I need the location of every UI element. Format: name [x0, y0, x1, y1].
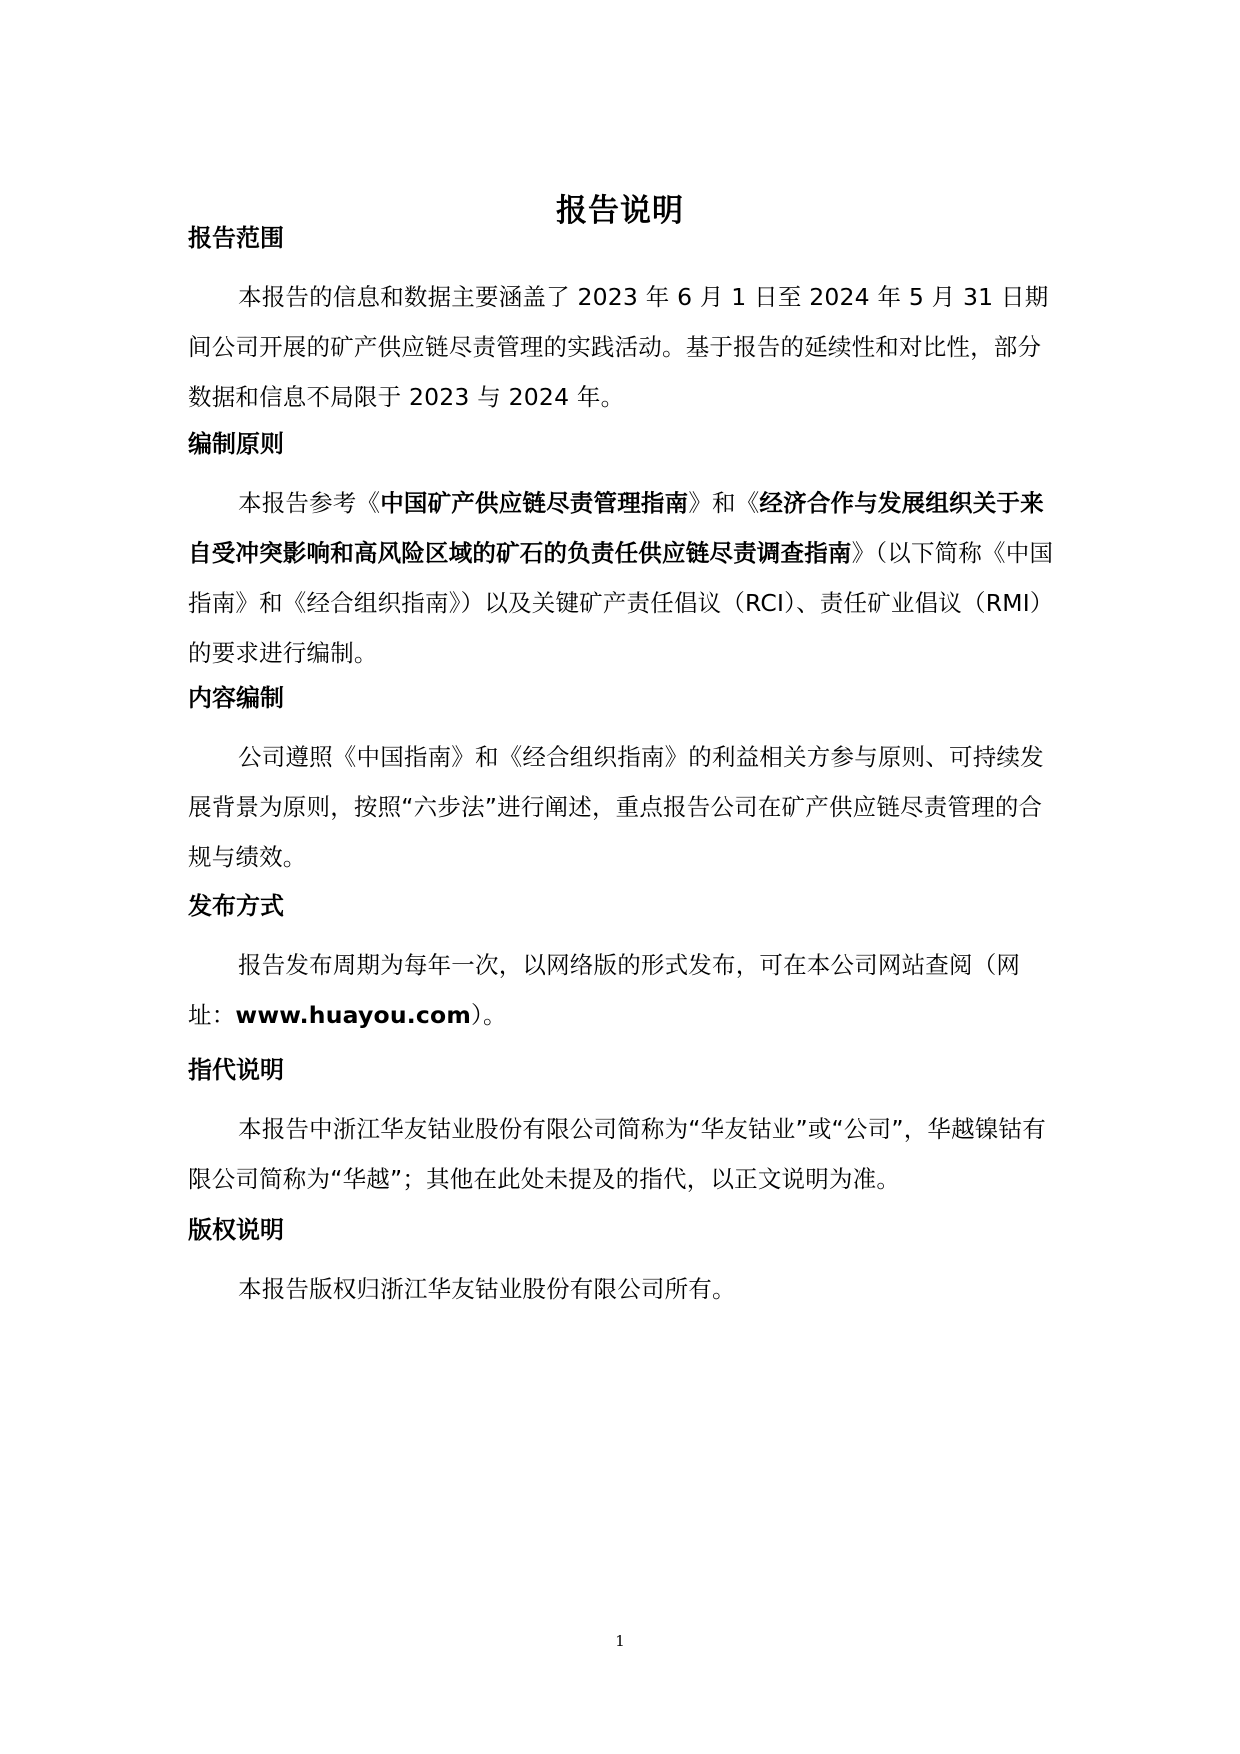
guideline-title-china: 中国矿产供应链尽责管理指南	[380, 489, 689, 517]
section-paragraph-principles	[188, 478, 1058, 678]
section-heading-references: 指代说明	[188, 1056, 284, 1084]
text-segment: 》和《	[688, 489, 760, 517]
guideline-title-oecd: 经济合作与发展组织关于来自受冲突影响和高风险区域的矿石的负责任供应链尽责调查指南	[188, 489, 1044, 567]
section-heading-publication: 发布方式	[188, 892, 284, 920]
section-paragraph-scope: 本报告的信息和数据主要涵盖了 2023 年 6 月 1 日至 2024 年 5 月 31 日期间公司开展的矿产供应链尽责管理的实践活动。基于报告的延续性和对比性，部分数据和信息不局限于 2023 与 2024 年。	[188, 283, 1049, 411]
website-link[interactable]: www.huayou.com	[235, 1001, 472, 1029]
text-segment: 》（以下简称《中国指南》和《经合组织指南》）以及关键矿产责任倡议（RCI）、责任矿业倡议（RMI）的要求进行编制。	[188, 539, 1054, 667]
section-heading-copyright: 版权说明	[188, 1216, 284, 1244]
text-segment: 报告发布周期为每年一次，以网络版的形式发布，可在本公司网站查阅（网址：	[188, 951, 1021, 1029]
text-segment: 本报告参考《	[238, 489, 381, 517]
section-heading-scope: 报告范围	[188, 224, 284, 252]
page-number: 1	[615, 1632, 625, 1650]
page-title: 报告说明	[556, 192, 684, 229]
section-heading-principles: 编制原则	[188, 430, 284, 458]
section-heading-content: 内容编制	[188, 684, 284, 712]
section-paragraph-copyright: 本报告版权归浙江华友钴业股份有限公司所有。	[238, 1275, 736, 1303]
section-paragraph-references: 本报告中浙江华友钴业股份有限公司简称为“华友钴业”或“公司”，华越镍钴有限公司简称为“华越”；其他在此处未提及的指代，以正文说明为准。	[188, 1115, 1046, 1193]
section-paragraph-content: 公司遵照《中国指南》和《经合组织指南》的利益相关方参与原则、可持续发展背景为原则，按照“六步法”进行阐述，重点报告公司在矿产供应链尽责管理的合规与绩效。	[188, 743, 1044, 871]
section-paragraph-publication	[188, 940, 1058, 1040]
text-segment: ）。	[471, 1001, 507, 1029]
